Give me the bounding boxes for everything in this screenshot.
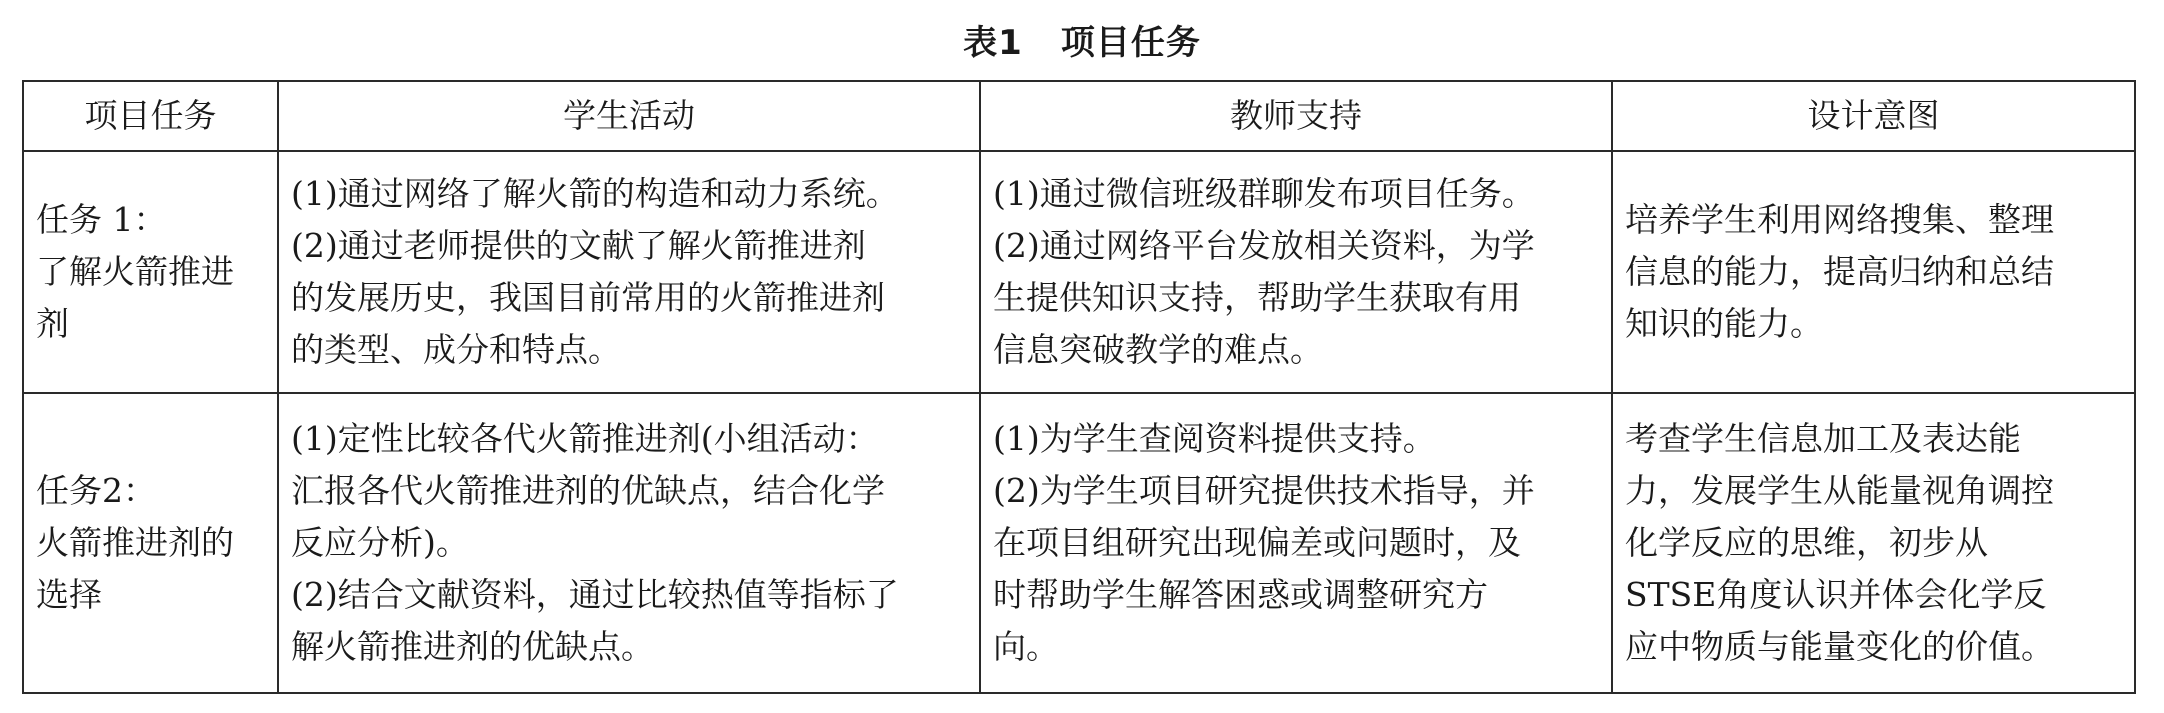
- cell-line: 选择: [36, 575, 102, 614]
- cell-line: 信息突破教学的难点。: [993, 330, 1323, 369]
- cell-line: (1)为学生查阅资料提供支持。: [993, 419, 1436, 458]
- cell-line: 任务 1：: [36, 200, 167, 239]
- cell-line: 在项目组研究出现偏差或问题时，及: [993, 523, 1521, 562]
- cell-line: 信息的能力，提高归纳和总结: [1625, 252, 2054, 291]
- cell-line: (2)通过网络平台发放相关资料，为学: [993, 226, 1535, 265]
- cell-line: 向。: [993, 627, 1059, 666]
- table-title: 项目任务: [1060, 23, 1201, 63]
- design-intent-cell: [1612, 393, 2135, 693]
- design-intent-cell: [1612, 151, 2135, 393]
- cell-line: 化学反应的思维，初步从: [1625, 523, 1988, 562]
- teacher-support-cell: [980, 393, 1612, 693]
- cell-line: 剂: [36, 304, 69, 343]
- cell-line: 火箭推进剂的: [36, 523, 234, 562]
- student-activity-cell: [278, 393, 980, 693]
- cell-line: 时帮助学生解答困惑或调整研究方: [993, 575, 1488, 614]
- cell-line: 的发展历史，我国目前常用的火箭推进剂: [291, 278, 885, 317]
- header-teacher-support: 教师支持: [980, 81, 1612, 151]
- cell-line: 培养学生利用网络搜集、整理: [1625, 200, 2054, 239]
- header-project-task: 项目任务: [23, 81, 278, 151]
- header-design-intent: 设计意图: [1612, 81, 2135, 151]
- cell-line: 生提供知识支持，帮助学生获取有用: [993, 278, 1521, 317]
- cell-line: (2)通过老师提供的文献了解火箭推进剂: [291, 226, 866, 265]
- cell-line: 解火箭推进剂的优缺点。: [291, 627, 654, 666]
- cell-line: 了解火箭推进: [36, 252, 234, 291]
- cell-line: (2)结合文献资料，通过比较热值等指标了: [291, 575, 899, 614]
- cell-line: 汇报各代火箭推进剂的优缺点，结合化学: [291, 471, 885, 510]
- header-student-activity: 学生活动: [278, 81, 980, 151]
- cell-line: 应中物质与能量变化的价值。: [1625, 627, 2054, 666]
- cell-line: 知识的能力。: [1625, 304, 1823, 343]
- cell-line: (2)为学生项目研究提供技术指导，并: [993, 471, 1535, 510]
- cell-line: 力，发展学生从能量视角调控: [1625, 471, 2054, 510]
- cell-line: (1)定性比较各代火箭推进剂(小组活动：: [291, 419, 879, 458]
- cell-line: (1)通过微信班级群聊发布项目任务。: [993, 174, 1535, 213]
- table-header-row: [23, 81, 2135, 151]
- cell-line: 的类型、成分和特点。: [291, 330, 621, 369]
- task-cell: [23, 151, 278, 393]
- table-number: 表1: [963, 23, 1023, 63]
- cell-line: (1)通过网络了解火箭的构造和动力系统。: [291, 174, 899, 213]
- cell-line: STSE角度认识并体会化学反: [1625, 575, 2047, 614]
- task-cell: [23, 393, 278, 693]
- table-caption: [0, 20, 2164, 66]
- cell-line: 反应分析)。: [291, 523, 469, 562]
- project-tasks-table: [22, 80, 2136, 694]
- student-activity-cell: [278, 151, 980, 393]
- cell-line: 考查学生信息加工及表达能: [1625, 419, 2021, 458]
- teacher-support-cell: [980, 151, 1612, 393]
- table-row: [23, 151, 2135, 393]
- cell-line: 任务2：: [36, 471, 156, 510]
- table-row: [23, 393, 2135, 693]
